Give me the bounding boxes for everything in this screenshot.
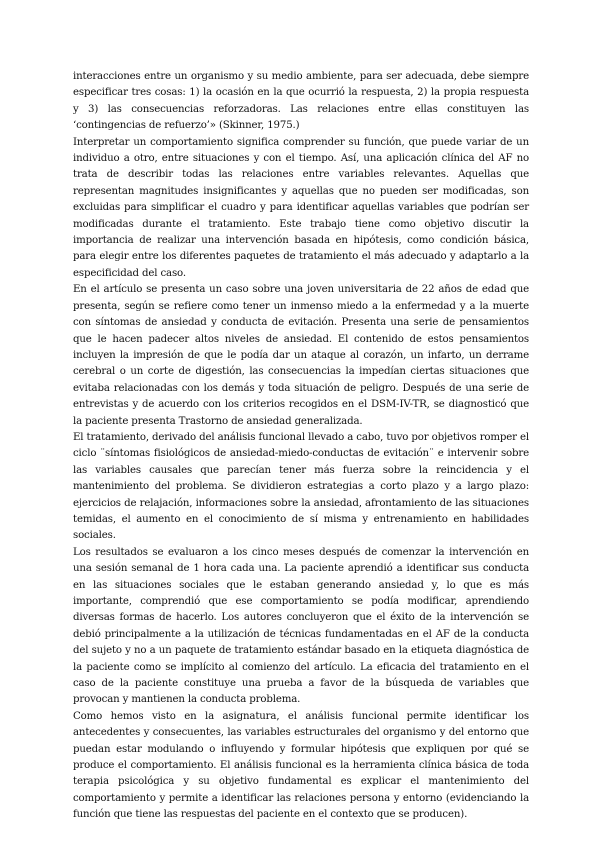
paragraph-treatment: El tratamiento, derivado del análisis funcional llevado a cabo, tuvo por objetivos romper el ciclo ¨síntomas fisiológicos de ansiedad-miedo-conductas de evitación¨ e intervenir sobre las variables causales que parecían tener más fuerza sobre la reincidencia y el mantenimiento del problema. Se dividieron estrategias a corto plazo y a largo plazo: ejercicios de relajación, informaciones sobre la ansiedad, afrontamiento de las situaciones temidas, el aumento en el conocimiento de sí misma y entrenamiento en habilidades sociales. <box>73 431 529 542</box>
paragraph-results: Los resultados se evaluaron a los cinco meses después de comenzar la intervención en una sesión semanal de 1 hora cada una. La paciente aprendió a identificar sus conducta en las situaciones sociales que le estaban generando ansiedad y, lo que es más importante, comprendió que ese comportamiento se podía modificar, aprendiendo diversas formas de hacerlo. Los autores concluyeron que el éxito de la intervención se debió principalmente a la utilización de técnicas fundamentadas en el AF de la conducta del sujeto y no a un paquete de tratamiento estándar basado en la etiqueta diagnóstica de la paciente como se implícito al comienzo del artículo. La eficacia del tratamiento en el caso de la paciente constituye una prueba a favor de la búsqueda de variables que provocan y mantienen la conducta problema. <box>73 546 529 706</box>
body-text <box>73 69 529 824</box>
paragraph-conclusion: Como hemos visto en la asignatura, el análisis funcional permite identificar los antecedentes y consecuentes, las variables estructurales del organismo y del entorno que puedan estar modulando o influyendo y formular hipótesis que expliquen por qué se produce el comportamiento. El análisis funcional es la herramienta clínica básica de toda terapia psicológica y su objetivo fundamental es explicar el mantenimiento del comportamiento y permite a identificar las relaciones persona y entorno (evidenciando la función que tiene las respuestas del paciente en el contexto que se producen). <box>73 710 529 821</box>
paragraph-interpretation: Interpretar un comportamiento significa comprender su función, que puede variar de un individuo a otro, entre situaciones y con el tiempo. Así, una aplicación clínica del AF no trata de describir todas las relaciones entre variables relevantes. Aquellas que representan magnitudes insignificantes y aquellas que no pueden ser modificadas, son excluidas para simplificar el cuadro y para identificar aquellas variables que podrían ser modificadas durante el tratamiento. Este trabajo tiene como objetivo discutir la importancia de realizar una intervención basada en hipótesis, como condición básica, para elegir entre los diferentes paquetes de tratamiento el más adecuado y adaptarlo a la especificidad del caso. <box>73 136 529 279</box>
paragraph-skinner-quote: interacciones entre un organismo y su medio ambiente, para ser adecuada, debe siempre especificar tres cosas: 1) la ocasión en la que ocurrió la respuesta, 2) la propia respuesta y 3) las consecuencias reforzadoras. Las relaciones entre ellas constituyen las ‘contingencias de refuerzo’» (Skinner, 1975.) <box>73 71 529 132</box>
paragraph-case-presentation: En el artículo se presenta un caso sobre una joven universitaria de 22 años de edad que presenta, según se refiere como tener un inmenso miedo a la enfermedad y a la muerte con síntomas de ansiedad y conducta de evitación. Presenta una serie de pensamientos que le hacen padecer altos niveles de ansiedad. El contenido de estos pensamientos incluyen la impresión de que le podía dar un ataque al corazón, un infarto, un derrame cerebral o un corte de digestión, las consecuencias la impedían ciertas situaciones que evitaba relacionadas con los demás y toda situación de peligro. Después de una serie de entrevistas y de acuerdo con los criterios recogidos en el DSM-IV-TR, se diagnosticó que la paciente presenta Trastorno de ansiedad generalizada. <box>73 284 529 427</box>
